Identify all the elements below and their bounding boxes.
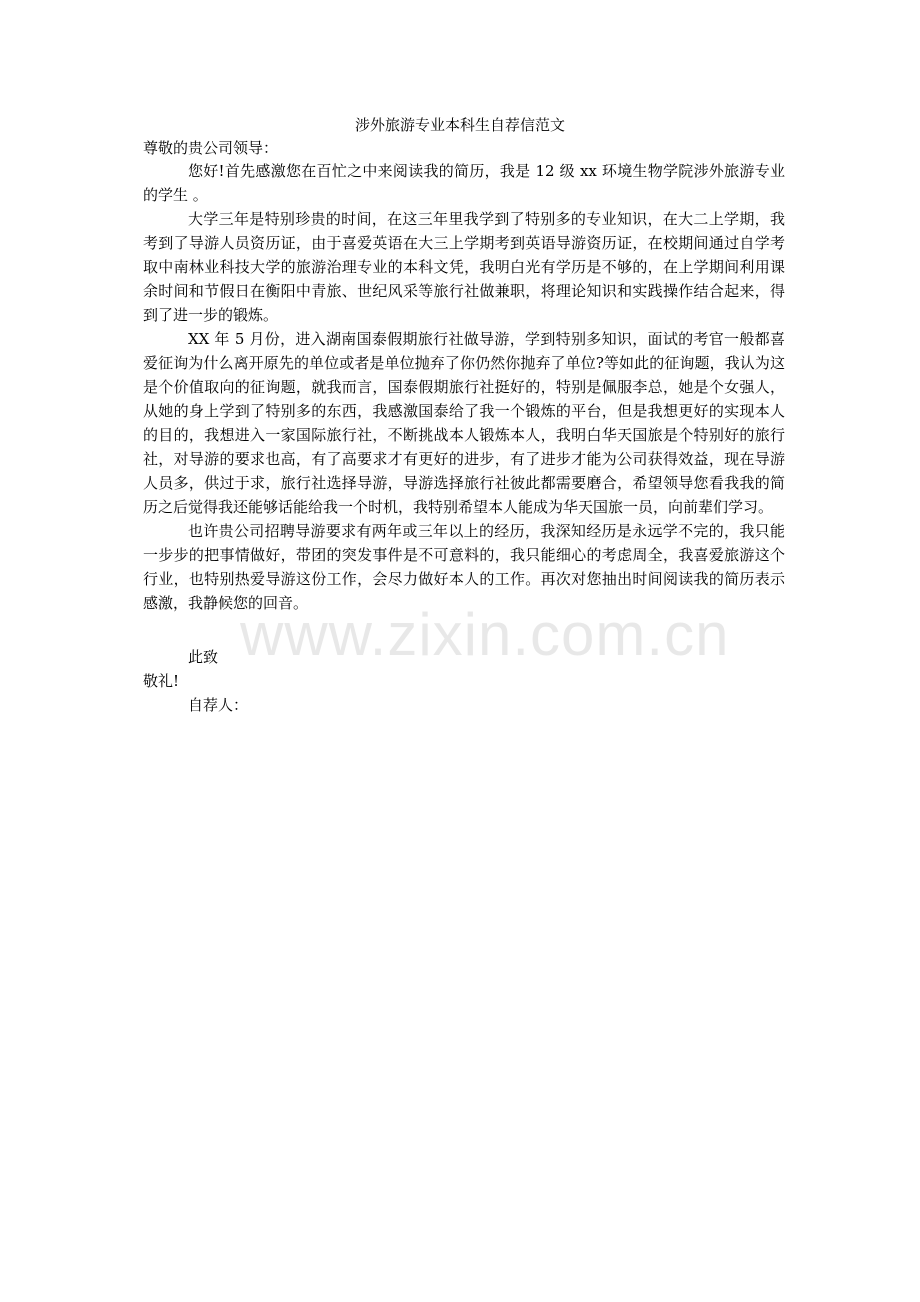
paragraph-intro: 您好!首先感激您在百忙之中来阅读我的简历，我是 12 级 xx 环境生物学院涉外旅游专业的学生 。	[143, 162, 785, 204]
paragraph-university: 大学三年是特别珍贵的时间，在这三年里我学到了特别多的专业知识，在大二上学期，我考到了导游人员资历证，由于喜爱英语在大三上学期考到英语导游资历证，在校期间通过自学考取中南林业科技大学的旅游治理专业的本科文凭，我明白光有学历是不够的，在上学期间利用课余时间和节假日在衡阳中青旅、世纪风采等旅行社做兼职，将理论知识和实践操作结合起来，得到了进一步的锻炼。	[143, 210, 785, 324]
paragraph-work-experience: XX 年 5 月份，进入湖南国泰假期旅行社做导游，学到特别多知识，面试的考官一般都喜爱征询为什么离开原先的单位或者是单位抛弃了你仍然你抛弃了单位?等如此的征询题，我认为这是个价值取向的征询题，就我而言，国泰假期旅行社挺好的，特别是佩服李总，她是个女强人，从她的身上学到了特别多的东西，我感激国泰给了我一个锻炼的平台，但是我想更好的实现本人的目的，我想进入一家国际旅行社，不断挑战本人锻炼本人，我明白华天国旅是个特别好的旅行社，对导游的要求也高，有了高要求才有更好的进步，有了进步才能为公司获得效益，现在导游人员多，供过于求，旅行社选择导游，导游选择旅行社彼此都需要磨合，希望领导您看我我的简历之后觉得我还能够话能给我一个时机，我特别希望本人能成为华天国旅一员，向前辈们学习。	[143, 330, 785, 516]
closing-line-2: 敬礼!	[143, 672, 180, 690]
letter-body	[143, 159, 785, 615]
signature-label: 自荐人：	[188, 696, 249, 714]
watermark: www.zixin.com.cn	[240, 601, 730, 668]
closing-line-1: 此致	[188, 648, 219, 666]
document-title: 涉外旅游专业本科生自荐信范文	[354, 116, 565, 134]
salutation: 尊敬的贵公司领导：	[143, 139, 279, 157]
paragraph-conclusion: 也许贵公司招聘导游要求有两年或三年以上的经历，我深知经历是永远学不完的，我只能一步步的把事情做好，带团的突发事件是不可意料的，我只能细心的考虑周全，我喜爱旅游这个行业，也特别热爱导游这份工作，会尽力做好本人的工作。再次对您抽出时间阅读我的简历表示感激，我静候您的回音。	[143, 522, 785, 612]
